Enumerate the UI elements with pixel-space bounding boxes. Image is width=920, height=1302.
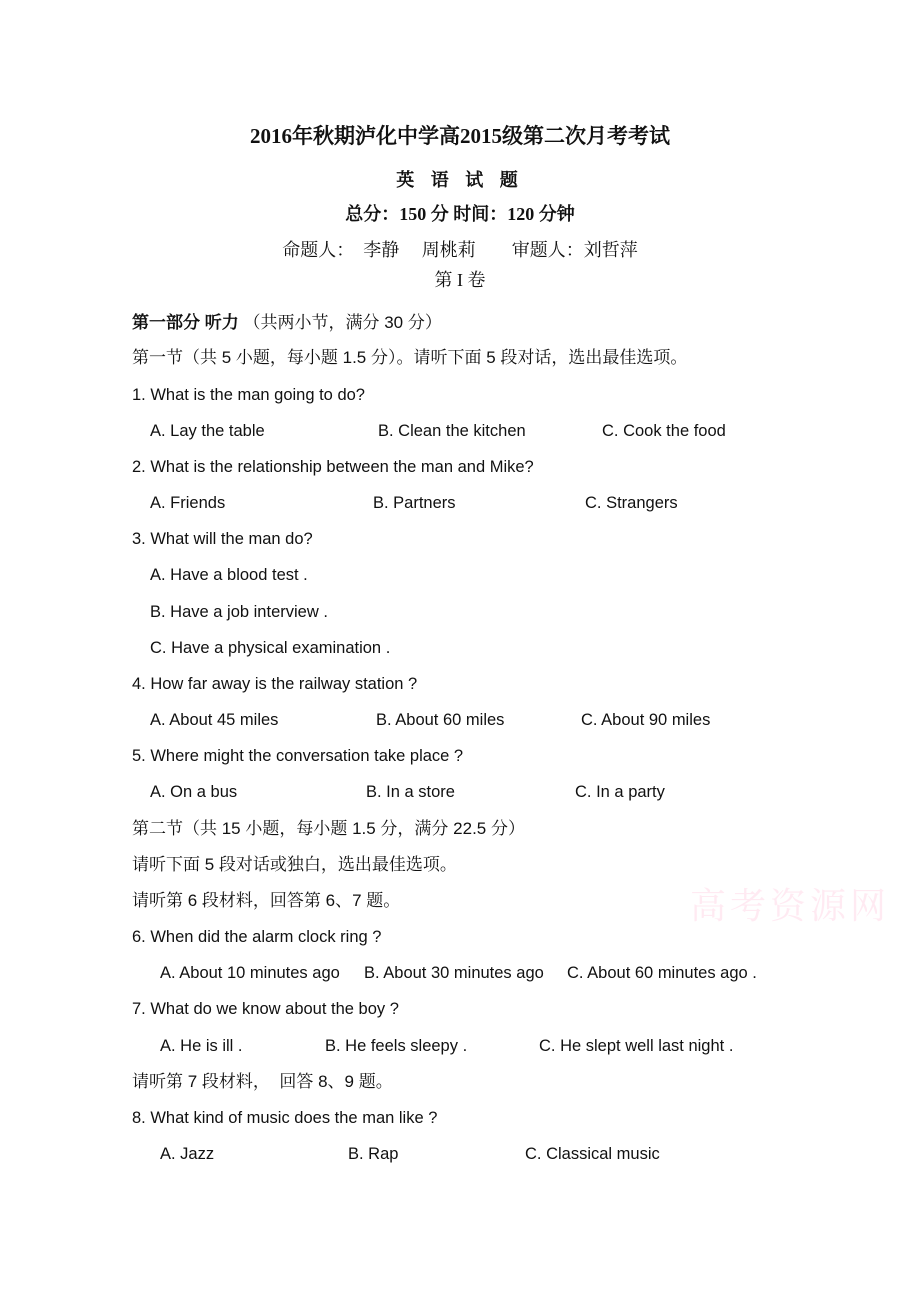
question-4: 4. How far away is the railway station ? [132,675,418,693]
part1-title: 第一部分 听力 [132,313,239,332]
option: C. In a party [575,783,665,801]
question-8: 8. What kind of music does the man like ? [132,1109,438,1127]
question-5: 5. Where might the conversation take place ? [132,747,464,765]
option: C. Strangers [585,494,678,512]
question-1: 1. What is the man going to do? [132,386,365,404]
subject-title: 英 语 试 题 [396,170,524,190]
question-6: 6. When did the alarm clock ring ? [132,928,382,946]
material-6-label: 请听第 6 段材料，回答第 6、7 题。 [132,891,401,910]
volume-label: 第 I 卷 [434,270,486,290]
part1-heading [132,313,442,333]
part1-note: （共两小节，满分 30 分） [243,313,442,332]
watermark: 高考资源网 [690,886,891,927]
material-7-label: 请听第 7 段材料， 回答 8、9 题。 [132,1072,393,1091]
section2-heading: 第二节（共 15 小题，每小题 1.5 分，满分 22.5 分） [132,819,525,838]
option: A. Jazz [160,1145,215,1163]
question-7: 7. What do we know about the boy ? [132,1000,399,1018]
option: A. On a bus [150,783,238,801]
section1-heading: 第一节（共 5 小题，每小题 1.5 分）。请听下面 5 段对话，选出最佳选项。 [132,348,688,367]
option: B. About 30 minutes ago [364,964,544,982]
exam-title: 2016年秋期泸化中学高2015级第二次月考考试 [250,124,670,148]
option: A. Have a blood test . [150,566,308,584]
option: C. Classical music [525,1145,660,1163]
option: C. About 60 minutes ago . [567,964,757,982]
option: B. In a store [366,783,455,801]
option: C. Cook the food [602,422,726,440]
option: C. Have a physical examination . [150,639,391,657]
question-3: 3. What will the man do? [132,530,313,548]
option: C. He slept well last night . [539,1037,734,1055]
authors: 命题人： 李静 周桃莉 审题人：刘哲萍 [282,240,638,260]
option: A. Lay the table [150,422,265,440]
score-time: 总分：150 分 时间：120 分钟 [345,204,575,224]
option: B. Partners [373,494,456,512]
option: B. Clean the kitchen [378,422,526,440]
option: B. Rap [348,1145,399,1163]
option: A. He is ill . [160,1037,243,1055]
option: B. About 60 miles [376,711,505,729]
option: A. Friends [150,494,226,512]
question-2: 2. What is the relationship between the man and Mike? [132,458,534,476]
option: A. About 45 miles [150,711,279,729]
option: B. Have a job interview . [150,603,328,621]
option: A. About 10 minutes ago [160,964,340,982]
option: C. About 90 miles [581,711,711,729]
option: B. He feels sleepy . [325,1037,468,1055]
section2-instruction: 请听下面 5 段对话或独白，选出最佳选项。 [132,855,457,874]
